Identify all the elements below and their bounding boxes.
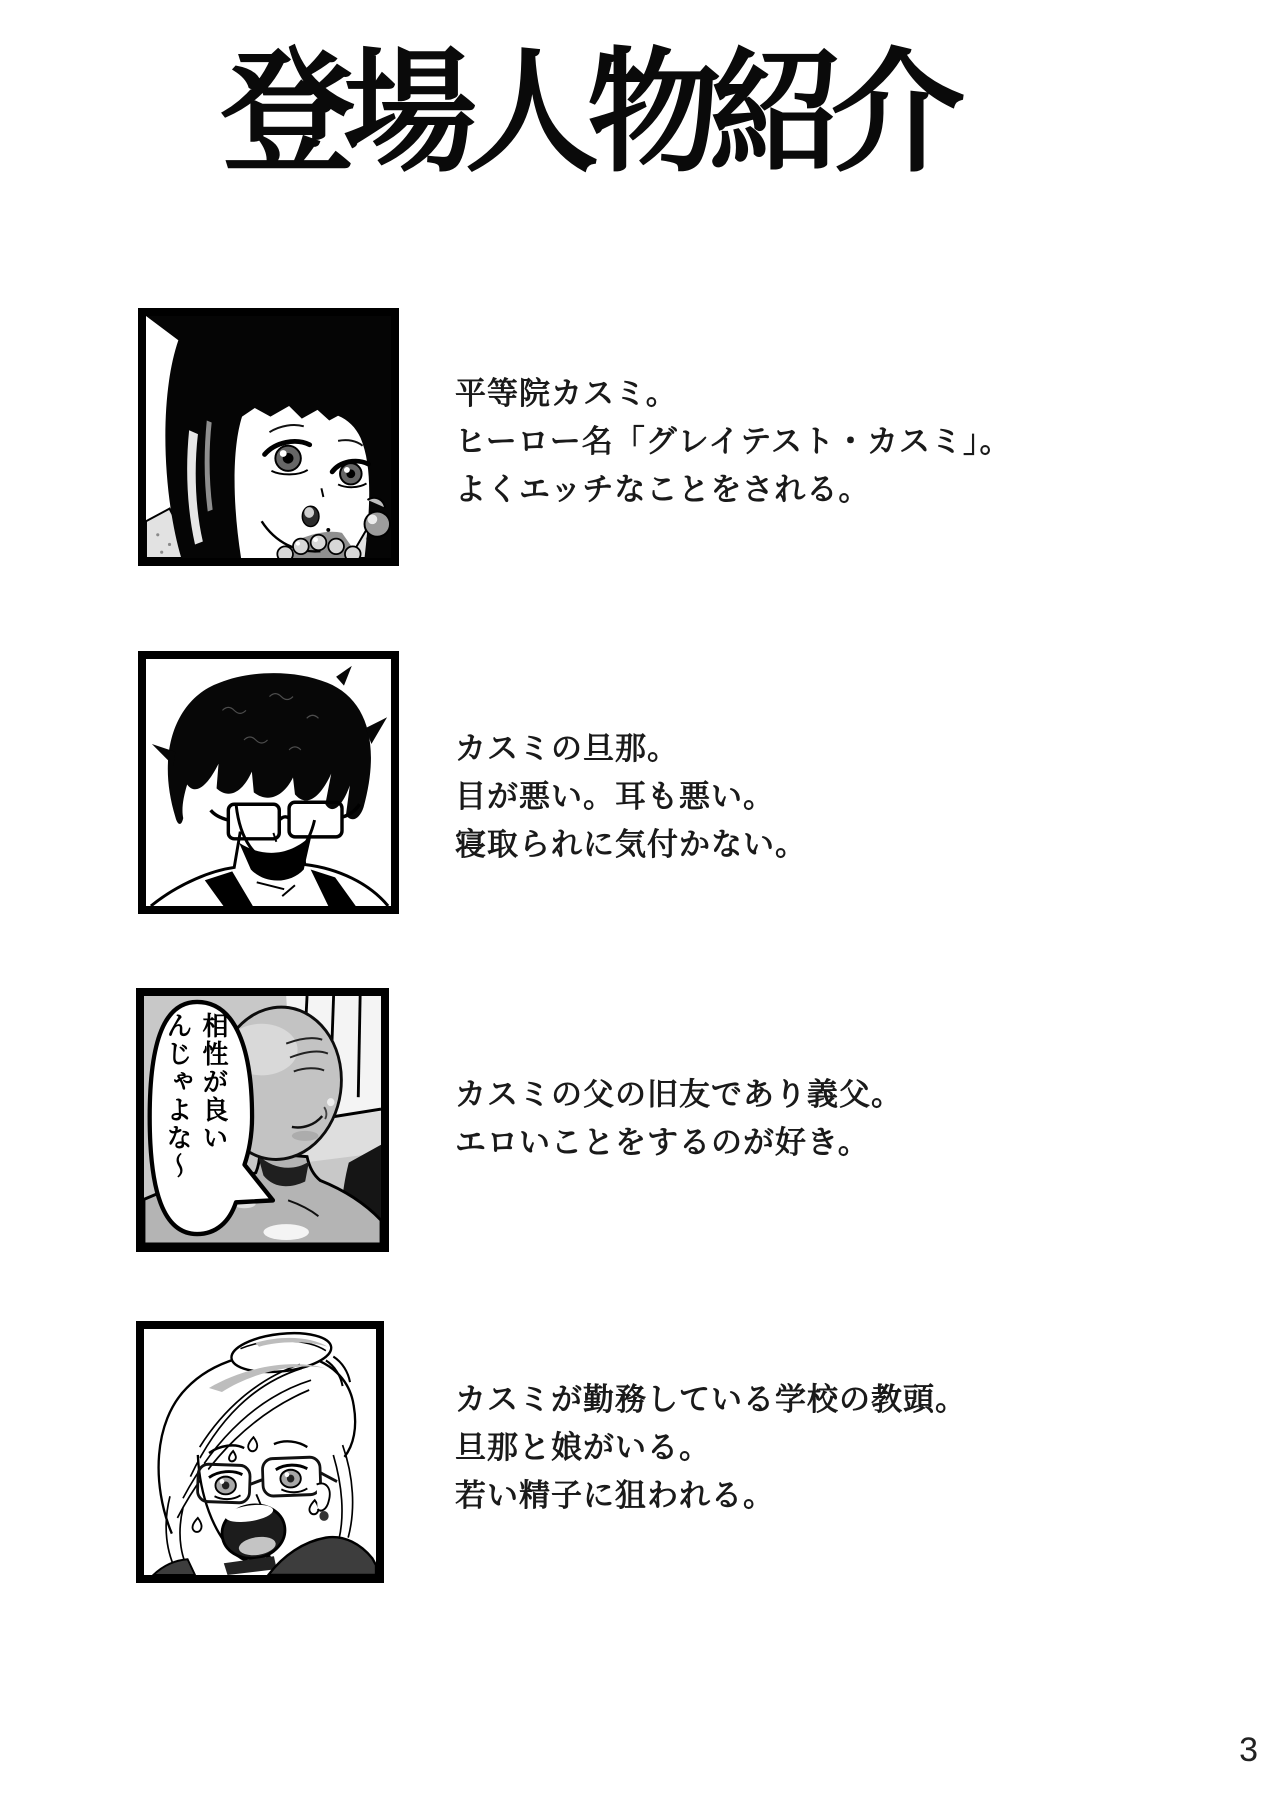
character-description-stepfather xyxy=(455,1071,903,1167)
description-line: カスミの旦那。 xyxy=(455,731,679,766)
description-line: 平等院カスミ。 xyxy=(455,376,678,411)
speech-bubble-line: んじゃよな～ xyxy=(163,1012,193,1180)
description-line: ヒーロー名「グレイテスト・カスミ」。 xyxy=(455,424,1012,459)
description-line: よくエッチなことをされる。 xyxy=(455,472,871,507)
description-line: 寝取られに気付かない。 xyxy=(455,827,807,862)
description-line: エロいことをするのが好き。 xyxy=(455,1125,870,1160)
description-line: カスミが勤務している学校の教頭。 xyxy=(455,1382,967,1417)
speech-bubble-text xyxy=(154,1012,232,1218)
portrait-frame-kasumi xyxy=(138,308,399,566)
description-line: 目が悪い。耳も悪い。 xyxy=(455,779,775,814)
description-line: 若い精子に狙われる。 xyxy=(455,1478,775,1513)
description-line: 旦那と娘がいる。 xyxy=(455,1430,711,1465)
portrait-frame-husband xyxy=(138,651,399,914)
character-description-kasumi xyxy=(455,370,1011,514)
description-line: カスミの父の旧友であり義父。 xyxy=(455,1077,903,1112)
portrait-kasumi-illustration xyxy=(146,316,391,558)
portrait-frame-vice-principal xyxy=(136,1321,384,1583)
portrait-husband-illustration xyxy=(146,659,391,906)
page-number: 3 xyxy=(1239,1731,1258,1769)
speech-bubble-line: 相性が良い xyxy=(199,1012,229,1152)
portrait-frame-stepfather xyxy=(136,988,389,1252)
character-description-vice-principal xyxy=(455,1376,967,1520)
page-title: 登場人物紹介 xyxy=(220,39,953,188)
portrait-vice-principal-illustration xyxy=(144,1329,376,1575)
character-description-husband xyxy=(455,725,807,869)
